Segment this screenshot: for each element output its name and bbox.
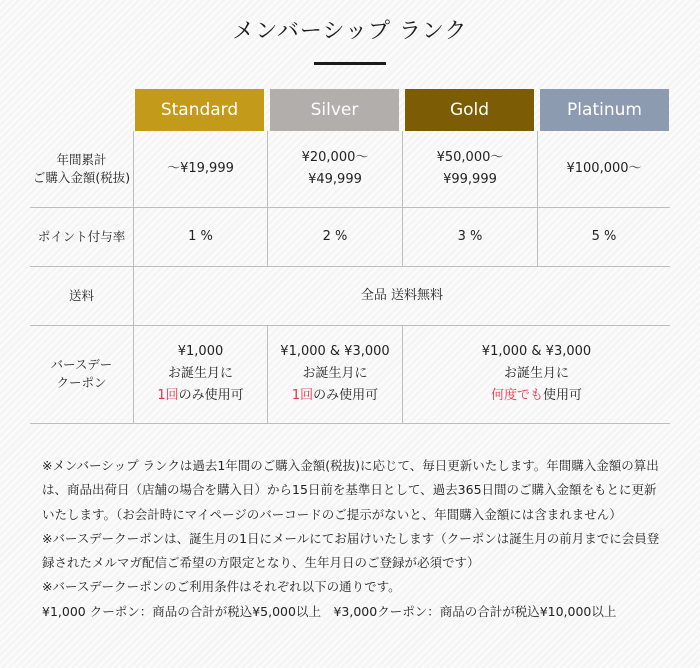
annual-gold — [403, 131, 537, 207]
row-label-annual-line1: 年間累計 — [56, 152, 107, 167]
coupon-standard-usage-rest: のみ使用可 — [178, 388, 244, 403]
coupon-gold-platinum — [403, 325, 670, 423]
coupon-standard-usage — [157, 385, 243, 407]
annual-silver-line2: ¥49,999 — [308, 172, 362, 187]
coupon-silver-usage-highlight: 1回 — [291, 388, 314, 403]
note-coupon-conditions: ※バースデークーポンのご利用条件はそれぞれ以下の通りです。 — [42, 579, 401, 595]
points-platinum — [538, 207, 670, 266]
row-label-annual-line2: ご購入金額(税抜) — [32, 170, 131, 185]
note-coupon-thresholds: ¥1,000 クーポン：商品の合計が税込¥5,000以上 ¥3,000クーポン：商品の合計が税込¥10,000以上 — [42, 603, 617, 619]
note-rank-update: ※メンバーシップ ランクは過去1年間のご購入金額(税抜)に応じて、毎日更新いたします。年間購入金額の算出は、商品出荷日（店舗の場合を購入日）から15日前を基準日として、過去365日間のご購入金額をもとに更新いたします。（お会計時にマイページのバーコードのご提示がないと、年間購入金額には含まれません） — [42, 458, 659, 522]
row-label-coupon-line2: クーポン — [56, 375, 107, 390]
shipping-all — [134, 266, 670, 325]
annual-silver — [268, 131, 402, 207]
note-birthday-delivery: ※バースデークーポンは、誕生月の1日にメールにてお届けいたします（クーポンは誕生月の前月までに会員登録されたメルマガ配信ご希望の方限定となり、生年月日のご登録が必須です） — [42, 530, 660, 571]
coupon-goldplat-usage — [491, 385, 582, 407]
coupon-silver-usage-rest: のみ使用可 — [313, 388, 379, 403]
annual-gold-line2: ¥99,999 — [443, 172, 497, 187]
row-label-annual — [30, 131, 133, 207]
points-silver-value: 2 % — [322, 228, 348, 244]
annual-standard-value: ～¥19,999 — [167, 161, 234, 176]
row-divider — [30, 423, 670, 424]
row-label-coupon — [30, 325, 133, 423]
points-gold-value: 3 % — [457, 228, 483, 244]
coupon-standard-when: お誕生月に — [167, 366, 233, 381]
row-label-points — [30, 207, 133, 266]
coupon-goldplat-when: お誕生月に — [503, 366, 569, 381]
row-label-shipping — [30, 266, 133, 325]
points-standard-value: 1 % — [188, 228, 213, 244]
coupon-silver-amount: ¥1,000 & ¥3,000 — [280, 344, 390, 359]
shipping-all-value: 全品 送料無料 — [360, 287, 444, 303]
coupon-standard — [134, 325, 267, 423]
row-label-coupon-line1: バースデー — [50, 357, 113, 372]
points-standard — [134, 207, 267, 266]
tier-header-platinum: Platinum — [540, 89, 669, 131]
annual-platinum-value: ¥100,000～ — [566, 161, 642, 176]
annual-platinum — [538, 131, 670, 207]
annual-silver-line1: ¥20,000～ — [301, 150, 369, 165]
tier-header-standard: Standard — [135, 89, 264, 131]
coupon-goldplat-usage-rest: 使用可 — [543, 388, 583, 403]
title-underline — [314, 62, 386, 65]
coupon-silver-usage — [292, 385, 378, 407]
points-platinum-value: 5 % — [591, 228, 617, 244]
coupon-goldplat-usage-highlight: 何度でも — [490, 388, 543, 403]
coupon-silver-when: お誕生月に — [302, 366, 368, 381]
annual-standard — [134, 131, 267, 207]
points-gold — [403, 207, 537, 266]
page-title: メンバーシップ ランク — [232, 19, 468, 44]
tier-header-gold: Gold — [405, 89, 534, 131]
row-label-shipping-text: 送料 — [68, 287, 94, 303]
coupon-standard-amount: ¥1,000 — [177, 344, 224, 359]
coupon-goldplat-amount: ¥1,000 & ¥3,000 — [481, 344, 592, 359]
coupon-standard-usage-highlight: 1回 — [157, 388, 179, 403]
notes-section — [42, 454, 666, 624]
tier-header-silver: Silver — [270, 89, 399, 131]
annual-gold-line1: ¥50,000～ — [436, 150, 504, 165]
coupon-silver — [268, 325, 402, 423]
row-label-points-text: ポイント付与率 — [37, 228, 126, 244]
points-silver — [268, 207, 402, 266]
